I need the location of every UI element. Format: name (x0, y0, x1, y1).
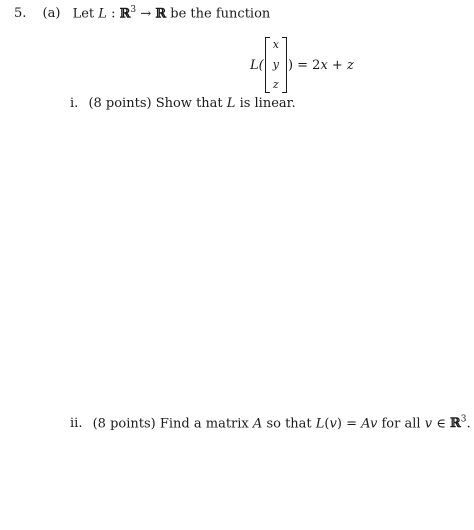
part-ii-var-a: A (252, 416, 263, 432)
left-bracket (265, 37, 270, 93)
intro-text: Let (72, 6, 95, 22)
map-arrow: → (140, 6, 152, 22)
definition-lhs: L( (250, 57, 264, 73)
intro-suffix: be the function (170, 6, 271, 22)
part-ii-points: (8 points) (92, 416, 156, 432)
function-definition (250, 36, 354, 94)
domain-exponent: 3 (130, 5, 137, 15)
problem-part: (a) (42, 6, 61, 22)
problem-header: 5. (a) Let L : ℝ$^3$ → ℝ be the function (14, 5, 271, 22)
part-ii-space: ℝ$^3$ (449, 415, 467, 432)
part-ii-var-v: v (424, 416, 433, 432)
part-i-var: L (226, 96, 236, 111)
part-i-points: (8 points) (88, 96, 152, 111)
part-ii-text-c: for all (381, 416, 421, 432)
part-i-text-before: Show that (155, 96, 223, 111)
function-name: L (98, 6, 107, 22)
part-ii (70, 412, 471, 432)
vector-entry-z: z (272, 78, 279, 91)
part-ii-label: ii. (70, 416, 83, 432)
vector-entry-y: y (272, 58, 279, 71)
part-i-text-after: is linear. (239, 96, 296, 111)
domain-space: ℝ (119, 6, 131, 22)
vector-entry-x: x (272, 38, 279, 51)
part-ii-text-a: Find a matrix (159, 416, 249, 432)
definition-rhs: ) = 2x + z (287, 57, 354, 73)
problem-number: 5. (14, 6, 27, 22)
input-vector (265, 37, 287, 93)
part-ii-equation: L(v) = Av (315, 416, 378, 432)
part-i (70, 96, 296, 112)
codomain-space: ℝ (155, 6, 167, 22)
part-ii-text-b: so that (266, 416, 312, 432)
right-bracket (282, 37, 287, 93)
end-punctuation: . (466, 416, 471, 432)
element-of-symbol: ∈ (436, 416, 446, 432)
part-i-label: i. (70, 96, 79, 111)
